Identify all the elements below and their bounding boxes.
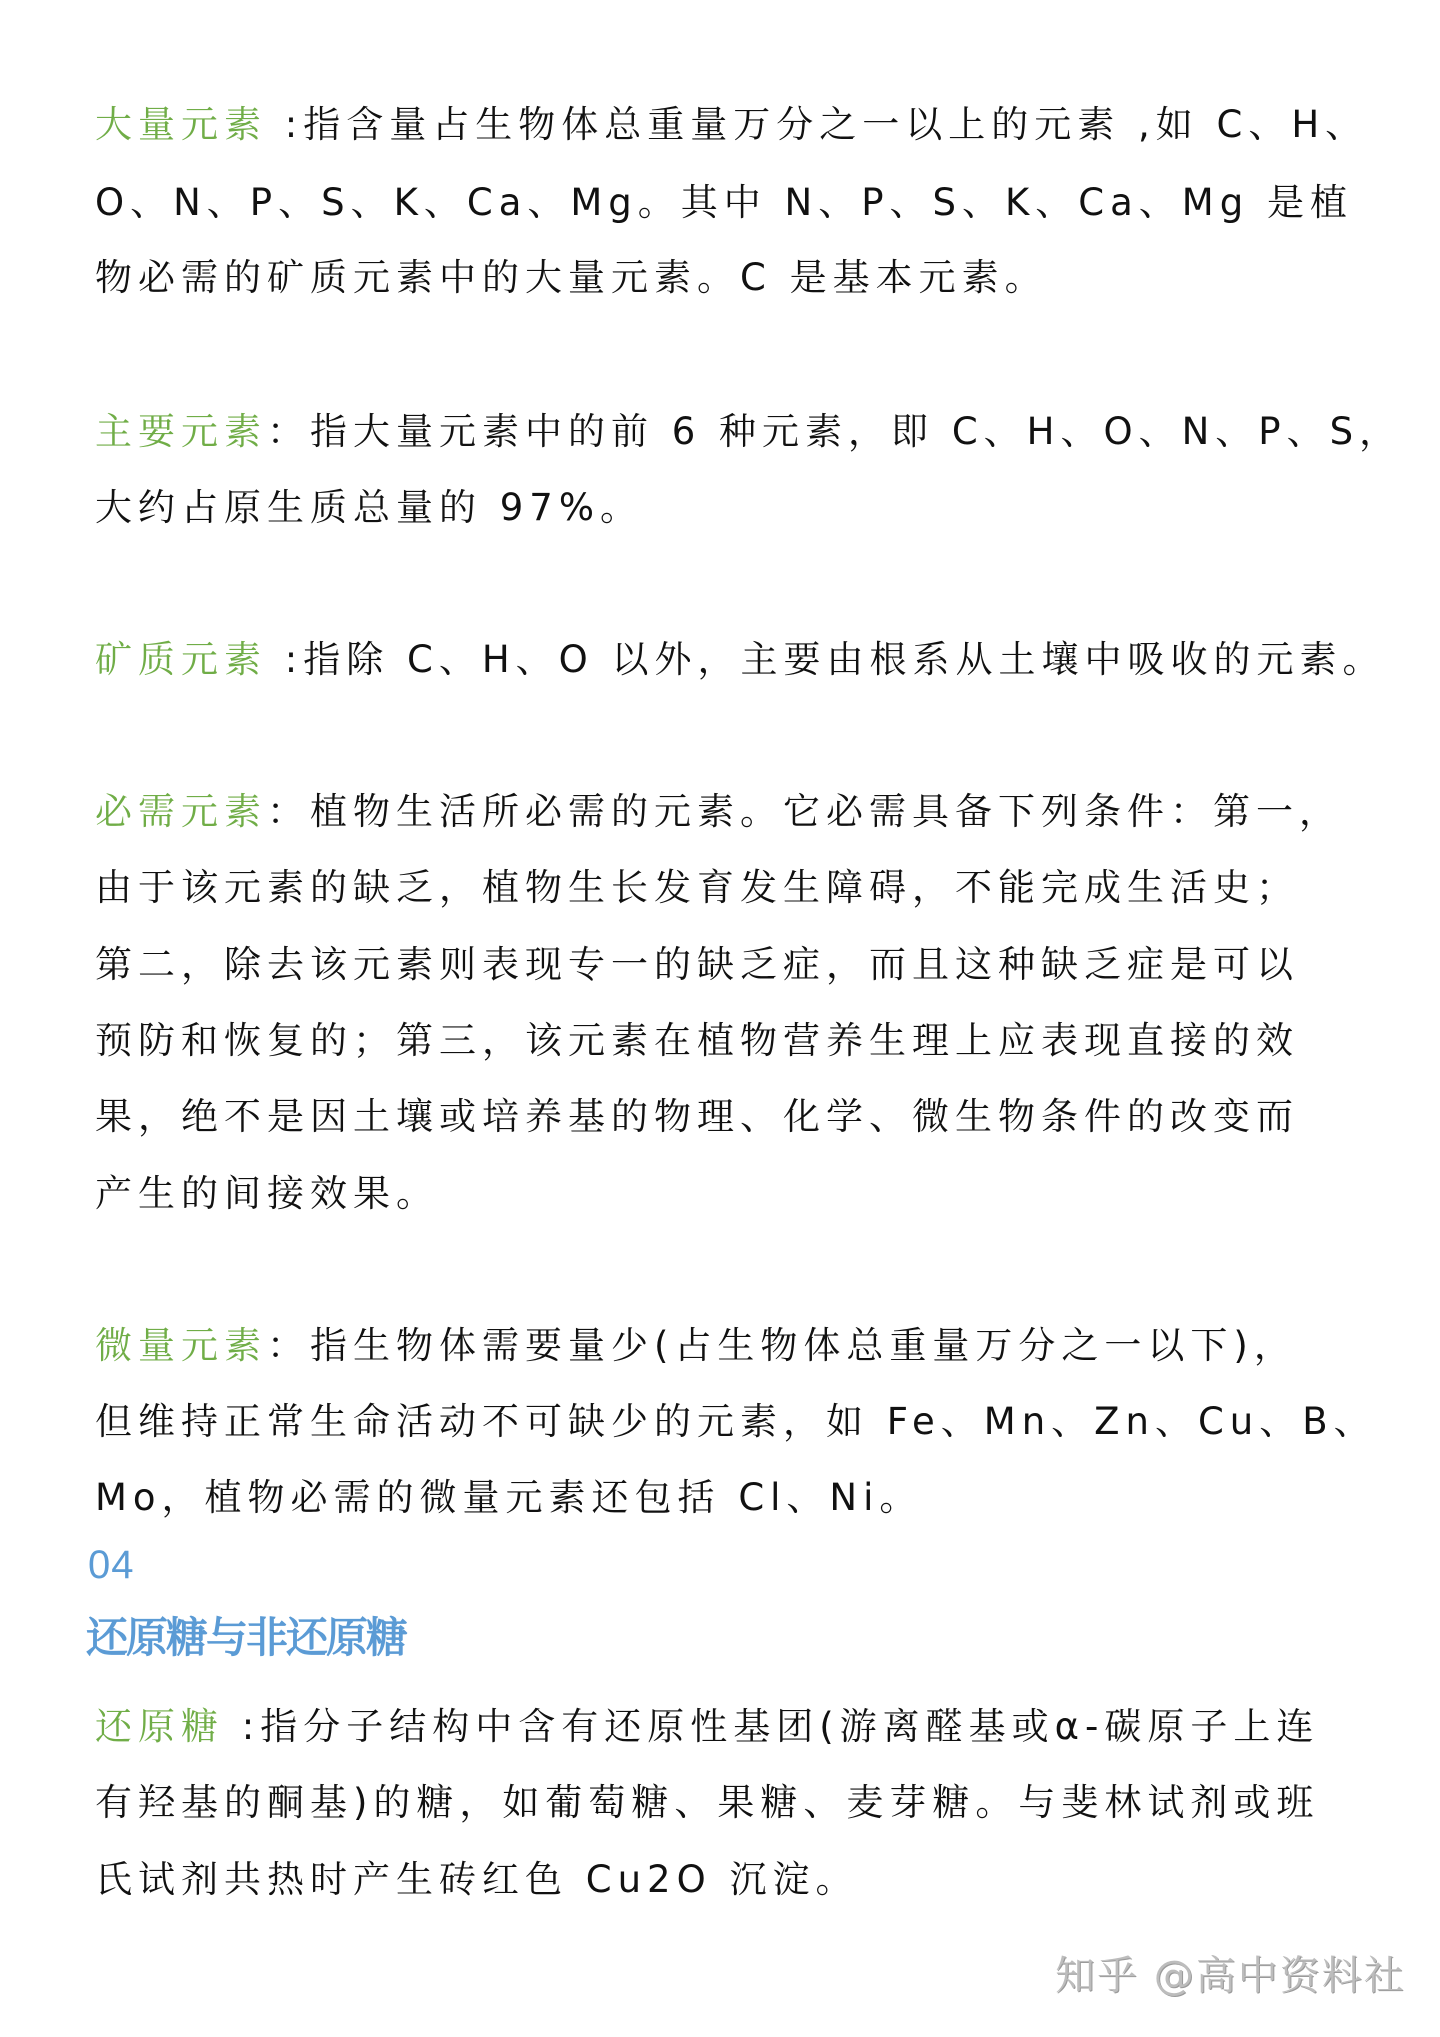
term-macro-elements: 大量元素 [95,103,267,146]
definition-text: ：指生物体需要量少(占生物体总重量万分之一以下)， [267,1324,1297,1367]
definition-text: :指分子结构中含有还原性基团(游离醛基或α-碳原子上连 [224,1705,1320,1748]
definition-text: ：植物生活所必需的元素。它必需具备下列条件：第一， [267,790,1342,833]
term-reducing-sugar: 还原糖 [95,1705,224,1748]
paragraph-trace-elements-line-2: 但维持正常生命活动不可缺少的元素，如 Fe、Mn、Zn、Cu、B、 [95,1400,1377,1443]
term-major-elements: 主要元素 [95,410,267,453]
term-essential-elements: 必需元素 [95,790,267,833]
paragraph-essential-elements-line-2: 由于该元素的缺乏，植物生长发育发生障碍，不能完成生活史； [95,866,1299,909]
paragraph-reducing-sugar-line-1 [95,1689,1319,1765]
paragraph-macro-elements-line-1 [95,87,1368,163]
paragraph-trace-elements-line-3: Mo，植物必需的微量元素还包括 Cl、Ni。 [95,1476,923,1519]
paragraph-essential-elements-line-6: 产生的间接效果。 [95,1172,439,1215]
paragraph-major-elements-line-2: 大约占原生质总量的 97%。 [95,486,643,529]
paragraph-essential-elements-line-1 [95,774,1342,850]
definition-text: :指含量占生物体总重量万分之一以上的元素 ,如 C、H、 [267,103,1369,146]
definition-text: :指除 C、H、O 以外，主要由根系从土壤中吸收的元素。 [267,638,1386,681]
paragraph-macro-elements-line-2: O、N、P、S、K、Ca、Mg。其中 N、P、S、K、Ca、Mg 是植 [95,181,1353,224]
section-number: 04 [88,1543,135,1587]
paragraph-trace-elements-line-1 [95,1308,1297,1384]
paragraph-macro-elements-line-3: 物必需的矿质元素中的大量元素。C 是基本元素。 [95,256,1048,299]
paragraph-mineral-elements-line-1 [95,622,1386,698]
term-trace-elements: 微量元素 [95,1324,267,1367]
definition-text: ：指大量元素中的前 6 种元素，即 C、H、O、N、P、S， [267,410,1403,453]
paragraph-essential-elements-line-3: 第二，除去该元素则表现专一的缺乏症，而且这种缺乏症是可以 [95,943,1299,986]
term-mineral-elements: 矿质元素 [95,638,267,681]
section-title: 还原糖与非还原糖 [86,1613,407,1662]
paragraph-reducing-sugar-line-3: 氏试剂共热时产生砖红色 Cu2O 沉淀。 [95,1858,859,1901]
paragraph-major-elements-line-1 [95,394,1402,470]
zhihu-watermark: 知乎 @高中资料社 [1055,1953,1406,1999]
paragraph-reducing-sugar-line-2: 有羟基的酮基)的糖，如葡萄糖、果糖、麦芽糖。与斐林试剂或班 [95,1781,1320,1824]
paragraph-essential-elements-line-5: 果，绝不是因土壤或培养基的物理、化学、微生物条件的改变而 [95,1095,1299,1138]
paragraph-essential-elements-line-4: 预防和恢复的；第三，该元素在植物营养生理上应表现直接的效 [95,1019,1299,1062]
